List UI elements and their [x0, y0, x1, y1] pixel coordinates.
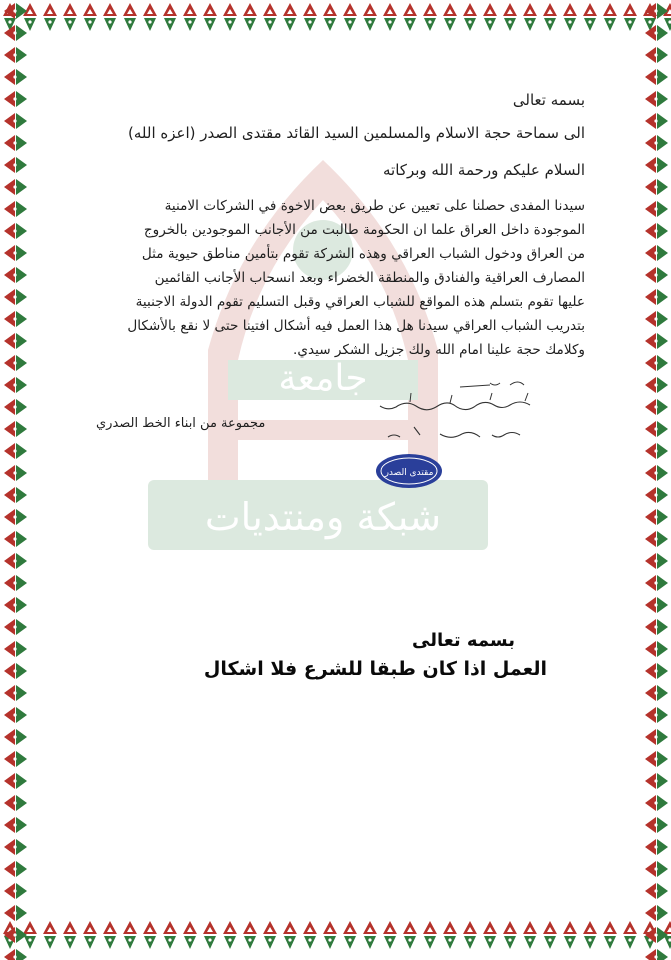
- watermark-caption-text: شبكة ومنتديات: [204, 495, 442, 539]
- decorative-border-bottom: [0, 918, 671, 952]
- watermark-brand-text: جامعة: [278, 358, 368, 399]
- reply-ruling: العمل اذا كان طبقا للشرع فلا اشكال: [203, 658, 547, 680]
- letter-body-line-3: من العراق ودخول الشباب العراقي وهذه الشركة تقوم بتأمين مناطق حيوية مثل: [141, 246, 585, 262]
- decorative-border-right: [641, 0, 671, 960]
- decorative-border-left: [0, 0, 30, 960]
- letter-greeting: السلام عليكم ورحمة الله وبركاته: [383, 161, 585, 179]
- letter-body-line-1: سيدنا المفدى حصلنا على تعيين عن طريق بعض الاخوة في الشركات الامنية: [164, 198, 585, 214]
- letter-body-line-5: عليها تقوم بتسلم هذه المواقع للشباب العراقي وقبل التسليم تقوم الدولة الاجنبية: [135, 294, 585, 310]
- seal-text: مقتدى الصدر: [384, 468, 434, 478]
- letter-addressee: الى سماحة حجة الاسلام والمسلمين السيد القائد مقتدى الصدر (اعزه الله): [128, 124, 585, 142]
- letter-signature: مجموعة من ابناء الخط الصدري: [96, 416, 266, 431]
- letter-basmala: بسمه تعالى: [512, 91, 585, 109]
- official-seal: [374, 452, 444, 490]
- letter-body-line-7: وكلامك حجة علينا امام الله ولك جزيل الشكر سيدي.: [293, 342, 585, 358]
- letter-body-line-4: المصارف العراقية والفنادق والمنطقة الخضراء وبعد انسحاب الأجانب القائمين: [154, 270, 585, 286]
- reply-basmala: بسمه تعالى: [412, 630, 515, 651]
- letter-body-line-2: الموجودة داخل العراق علما ان الحكومة طالبت من الأجانب الموجودين بالخروج: [143, 222, 585, 238]
- letter-body-line-6: بتدريب الشباب العراقي سيدنا هل هذا العمل فيه أشكال افتينا حتى لا نقع بالأشكال: [127, 318, 585, 334]
- handwritten-ruling: [340, 375, 540, 450]
- decorative-border-top: [0, 0, 671, 34]
